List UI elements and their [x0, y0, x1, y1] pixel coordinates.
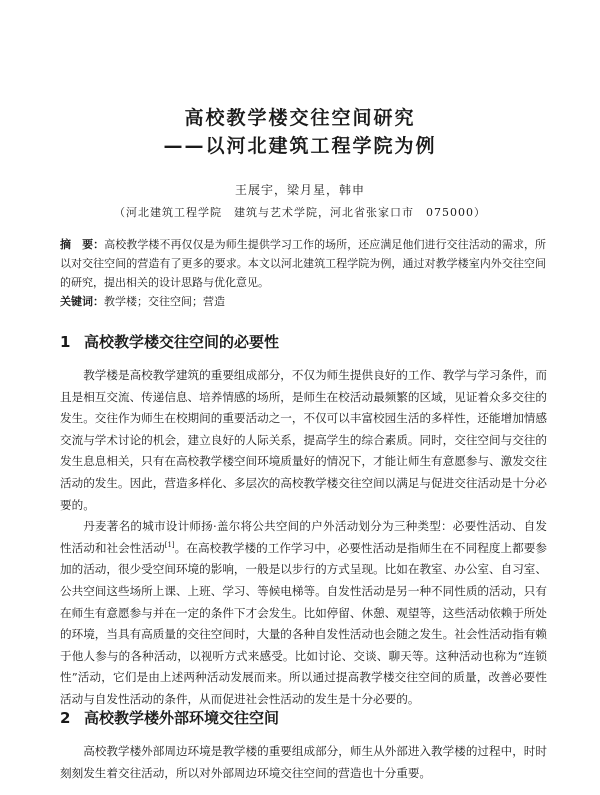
- paragraph-text: 。在高校教学楼的工作学习中，必要性活动是指师生在不同程度上都要参加的活动，很少受空间环境的影响，一般是以步行的方式呈现。比如在教室、办公室、自习室、公共空间这些场所上课、上班、学习、等候电梯等。自发性活动是另一种不同性质的活动，只有在师生有意愿参与并在一定的条件下才会发生。比如停留、休憩、观望等，这些活动依赖于所处的环境，当具有高质量的交往空间时，大量的各种自发性活动也会随之发生。社会性活动指有赖于他人参与的各种活动，以视听方式来感受。比如讨论、交谈、聊天等。这种活动也称为“连锁性”活动，它们是由上述两种活动发展而来。所以通过提高教学楼交往空间的质量，改善必要性活动与自发性活动的条件，从而促进社会性活动的发生是十分必要的。: [60, 540, 547, 706]
- keywords-label: 关键词：: [60, 295, 104, 308]
- paper-subtitle: ——以河北建筑工程学院为例: [163, 135, 437, 157]
- abstract: [60, 235, 546, 292]
- affiliation: （河北建筑工程学院 建筑与艺术学院，河北省张家口市 075000）: [114, 206, 486, 219]
- abstract-label: 摘 要：: [60, 238, 105, 251]
- citation-ref: [1]: [164, 540, 175, 549]
- keywords: [60, 293, 546, 309]
- paragraph: [60, 516, 547, 710]
- paragraph: 高校教学楼外部周边环境是教学楼的重要组成部分，师生从外部进入教学楼的过程中，时时刻刻发生着交往活动，所以对外部周边环境交往空间的营造也十分重要。: [60, 744, 547, 780]
- section-1-body: [60, 365, 547, 711]
- section-2-body: [60, 741, 547, 784]
- section-2-heading: [60, 707, 279, 728]
- section-number: 2: [60, 709, 71, 727]
- keywords-text: 教学楼；交往空间；营造: [104, 295, 225, 308]
- section-number: 1: [60, 333, 71, 351]
- paragraph: 教学楼是高校教学建筑的重要组成部分，不仅为师生提供良好的工作、教学与学习条件，而且是相互交流、传递信息、培养情感的场所，是师生在校活动最频繁的区域，见证着众多交往的发生。交往作为师生在校期间的重要活动之一，不仅可以丰富校园生活的多样性，还能增加情感交流与学术讨论的机会，建立良好的人际关系，提高学生的综合素质。同时，交往空间与交往的发生息息相关，只有在高校教学楼空间环境质量好的情况下，才能让师生有意愿参与、激发交往活动的发生。因此，营造多样化、多层次的高校教学楼交往空间以满足与促进交往活动是十分必要的。: [60, 368, 547, 512]
- paragraph-text: 丹麦著名的城市设计师扬·盖尔将公共空间的户外活动划分为三种类型：必要性活动、自发性活动和社会性活动: [60, 519, 547, 555]
- paper-title: 高校教学楼交往空间研究: [184, 107, 416, 129]
- abstract-text: 高校教学楼不再仅仅是为师生提供学习工作的场所，还应满足他们进行交往活动的需求，所以对交往空间的营造有了更多的要求。本文以河北建筑工程学院为例，通过对教学楼室内外交往空间的研究，提出相关的设计思路与优化意见。: [60, 238, 546, 289]
- section-title: 高校教学楼外部环境交往空间: [84, 709, 280, 727]
- authors: 王展宇，梁月星，韩申: [234, 183, 365, 197]
- section-title: 高校教学楼交往空间的必要性: [84, 333, 280, 351]
- section-1-heading: [60, 331, 279, 352]
